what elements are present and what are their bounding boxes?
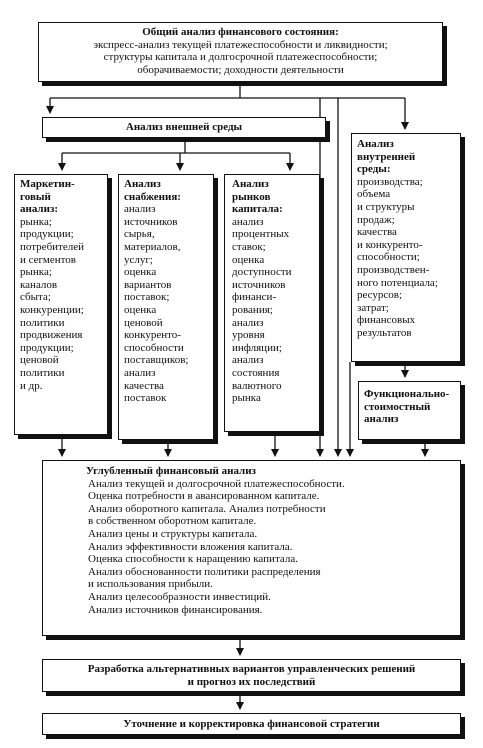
capital-markets-item: источников (232, 278, 286, 291)
capital-markets-item: анализ (232, 354, 264, 367)
alternatives-line: Разработка альтернативных вариантов управленческих решений (87, 663, 416, 675)
supply-item: оценка (124, 303, 157, 316)
supply-analysis-box (118, 174, 214, 440)
strategy-title: Уточнение и корректировка финансовой стратегии (123, 718, 380, 730)
deep-analysis-item: и использования прибыли. (88, 578, 213, 591)
marketing-item: сбыта; (20, 291, 51, 304)
marketing-item: продукции; (20, 228, 74, 241)
capital-markets-item: анализ (232, 215, 264, 228)
marketing-item: ценовой (20, 354, 59, 367)
deep-analysis-item: Оценка потребности в авансированном капитале. (88, 490, 320, 503)
marketing-item: каналов (20, 278, 58, 291)
general-analysis-line: экспресс-анализ текущей платежеспособности и ликвидности; (93, 38, 388, 51)
marketing-item: политики (20, 316, 65, 329)
general-analysis-box (38, 22, 443, 82)
deep-analysis-item: Анализ обоснованности политики распределения (88, 565, 321, 578)
external-analysis-box (42, 117, 326, 138)
supply-item: поставщиков; (124, 354, 189, 367)
internal-item: объема (357, 188, 391, 201)
capital-markets-box (224, 174, 320, 432)
capital-markets-item: состояния (232, 366, 280, 379)
internal-title: Анализ (357, 138, 394, 150)
marketing-item: и др. (20, 379, 43, 392)
internal-item: и структуры (357, 200, 415, 213)
marketing-title: анализ: (20, 203, 59, 216)
marketing-item: продвижения (20, 329, 83, 342)
marketing-title: Маркетин- (20, 178, 75, 190)
deep-analysis-title: Углубленный финансовый анализ (86, 465, 256, 477)
supply-item: сырья, (124, 228, 155, 241)
capital-markets-item: уровня (232, 329, 265, 342)
capital-markets-item: оценка (232, 253, 265, 266)
capital-markets-title: капитала: (232, 203, 283, 216)
internal-item: ресурсов; (357, 289, 403, 302)
marketing-item: рынка; (20, 215, 52, 228)
deep-analysis-item: Анализ источников финансирования. (88, 603, 263, 616)
supply-item: способности (124, 341, 184, 354)
marketing-item: рынка; (20, 266, 52, 279)
strategy-box (42, 713, 461, 735)
internal-item: производства; (357, 175, 423, 188)
deep-analysis-item: Анализ цены и структуры капитала. (88, 527, 258, 540)
internal-item: ного потенциала; (357, 276, 438, 289)
supply-item: услуг; (124, 253, 153, 266)
marketing-analysis-box (14, 174, 108, 435)
alternatives-box (42, 659, 461, 692)
internal-item: качества (357, 226, 397, 239)
supply-item: качества (124, 379, 164, 392)
marketing-item: продукции; (20, 341, 74, 354)
marketing-item: конкуренции; (20, 303, 84, 316)
capital-markets-item: доступности (232, 266, 292, 279)
deep-analysis-item: Анализ целесообразности инвестиций. (88, 590, 271, 603)
supply-item: поставок (124, 392, 167, 405)
internal-item: способности; (357, 251, 420, 264)
functional-title: стоимостный (364, 400, 431, 413)
supply-item: анализ (124, 203, 156, 216)
deep-analysis-item: в собственном оборотном капитале. (88, 515, 257, 528)
capital-markets-title: Анализ (232, 178, 269, 190)
supply-item: вариантов (124, 278, 172, 291)
supply-item: ценовой (124, 316, 163, 329)
capital-markets-item: процентных (232, 228, 290, 241)
functional-title: анализ (364, 413, 399, 426)
supply-item: конкуренто- (124, 329, 181, 342)
marketing-item: политики (20, 366, 65, 379)
supply-item: материалов, (124, 240, 181, 253)
functional-title: Функционально- (364, 388, 450, 400)
deep-analysis-box (42, 460, 461, 636)
capital-markets-item: инфляции; (232, 341, 282, 354)
supply-item: поставок; (124, 291, 170, 304)
deep-analysis-item: Оценка способности к наращению капитала. (88, 553, 298, 566)
capital-markets-title: рынков (232, 190, 271, 203)
internal-title: среды: (357, 163, 391, 176)
internal-analysis-box (351, 133, 461, 362)
capital-markets-item: рынка (232, 392, 261, 405)
functional-analysis-box (358, 381, 461, 440)
capital-markets-item: ставок; (232, 240, 266, 253)
capital-markets-item: валютного (232, 379, 282, 392)
internal-item: финансовых (357, 314, 416, 327)
capital-markets-item: финанси- (232, 291, 277, 304)
general-analysis-line: оборачиваемости; доходности деятельности (137, 63, 344, 76)
supply-item: оценка (124, 266, 157, 279)
supply-item: источников (124, 215, 178, 228)
general-analysis-title: Общий анализ финансового состояния: (142, 26, 339, 38)
deep-analysis-item: Анализ эффективности вложения капитала. (88, 540, 293, 553)
capital-markets-item: анализ (232, 316, 264, 329)
marketing-item: и сегментов (20, 253, 76, 266)
internal-item: и конкуренто- (357, 238, 423, 251)
deep-analysis-item: Анализ текущей и долгосрочной платежеспособности. (88, 477, 345, 490)
marketing-title: говый (20, 190, 51, 203)
alternatives-line: и прогноз их последствий (187, 675, 316, 688)
general-analysis-line: структуры капитала и долгосрочной платежеспособности; (103, 51, 378, 64)
supply-item: анализ (124, 366, 156, 379)
marketing-item: потребителей (20, 240, 84, 253)
internal-item: результатов (357, 326, 412, 339)
supply-title: снабжения: (124, 190, 181, 203)
deep-analysis-item: Анализ оборотного капитала. Анализ потребности (88, 502, 326, 515)
supply-title: Анализ (124, 178, 161, 190)
external-analysis-title: Анализ внешней среды (125, 121, 243, 133)
capital-markets-item: рования; (232, 303, 273, 316)
internal-item: продаж; (357, 213, 395, 226)
internal-title: внутренней (357, 150, 416, 163)
internal-item: затрат; (357, 301, 389, 314)
internal-item: производствен- (357, 263, 430, 276)
